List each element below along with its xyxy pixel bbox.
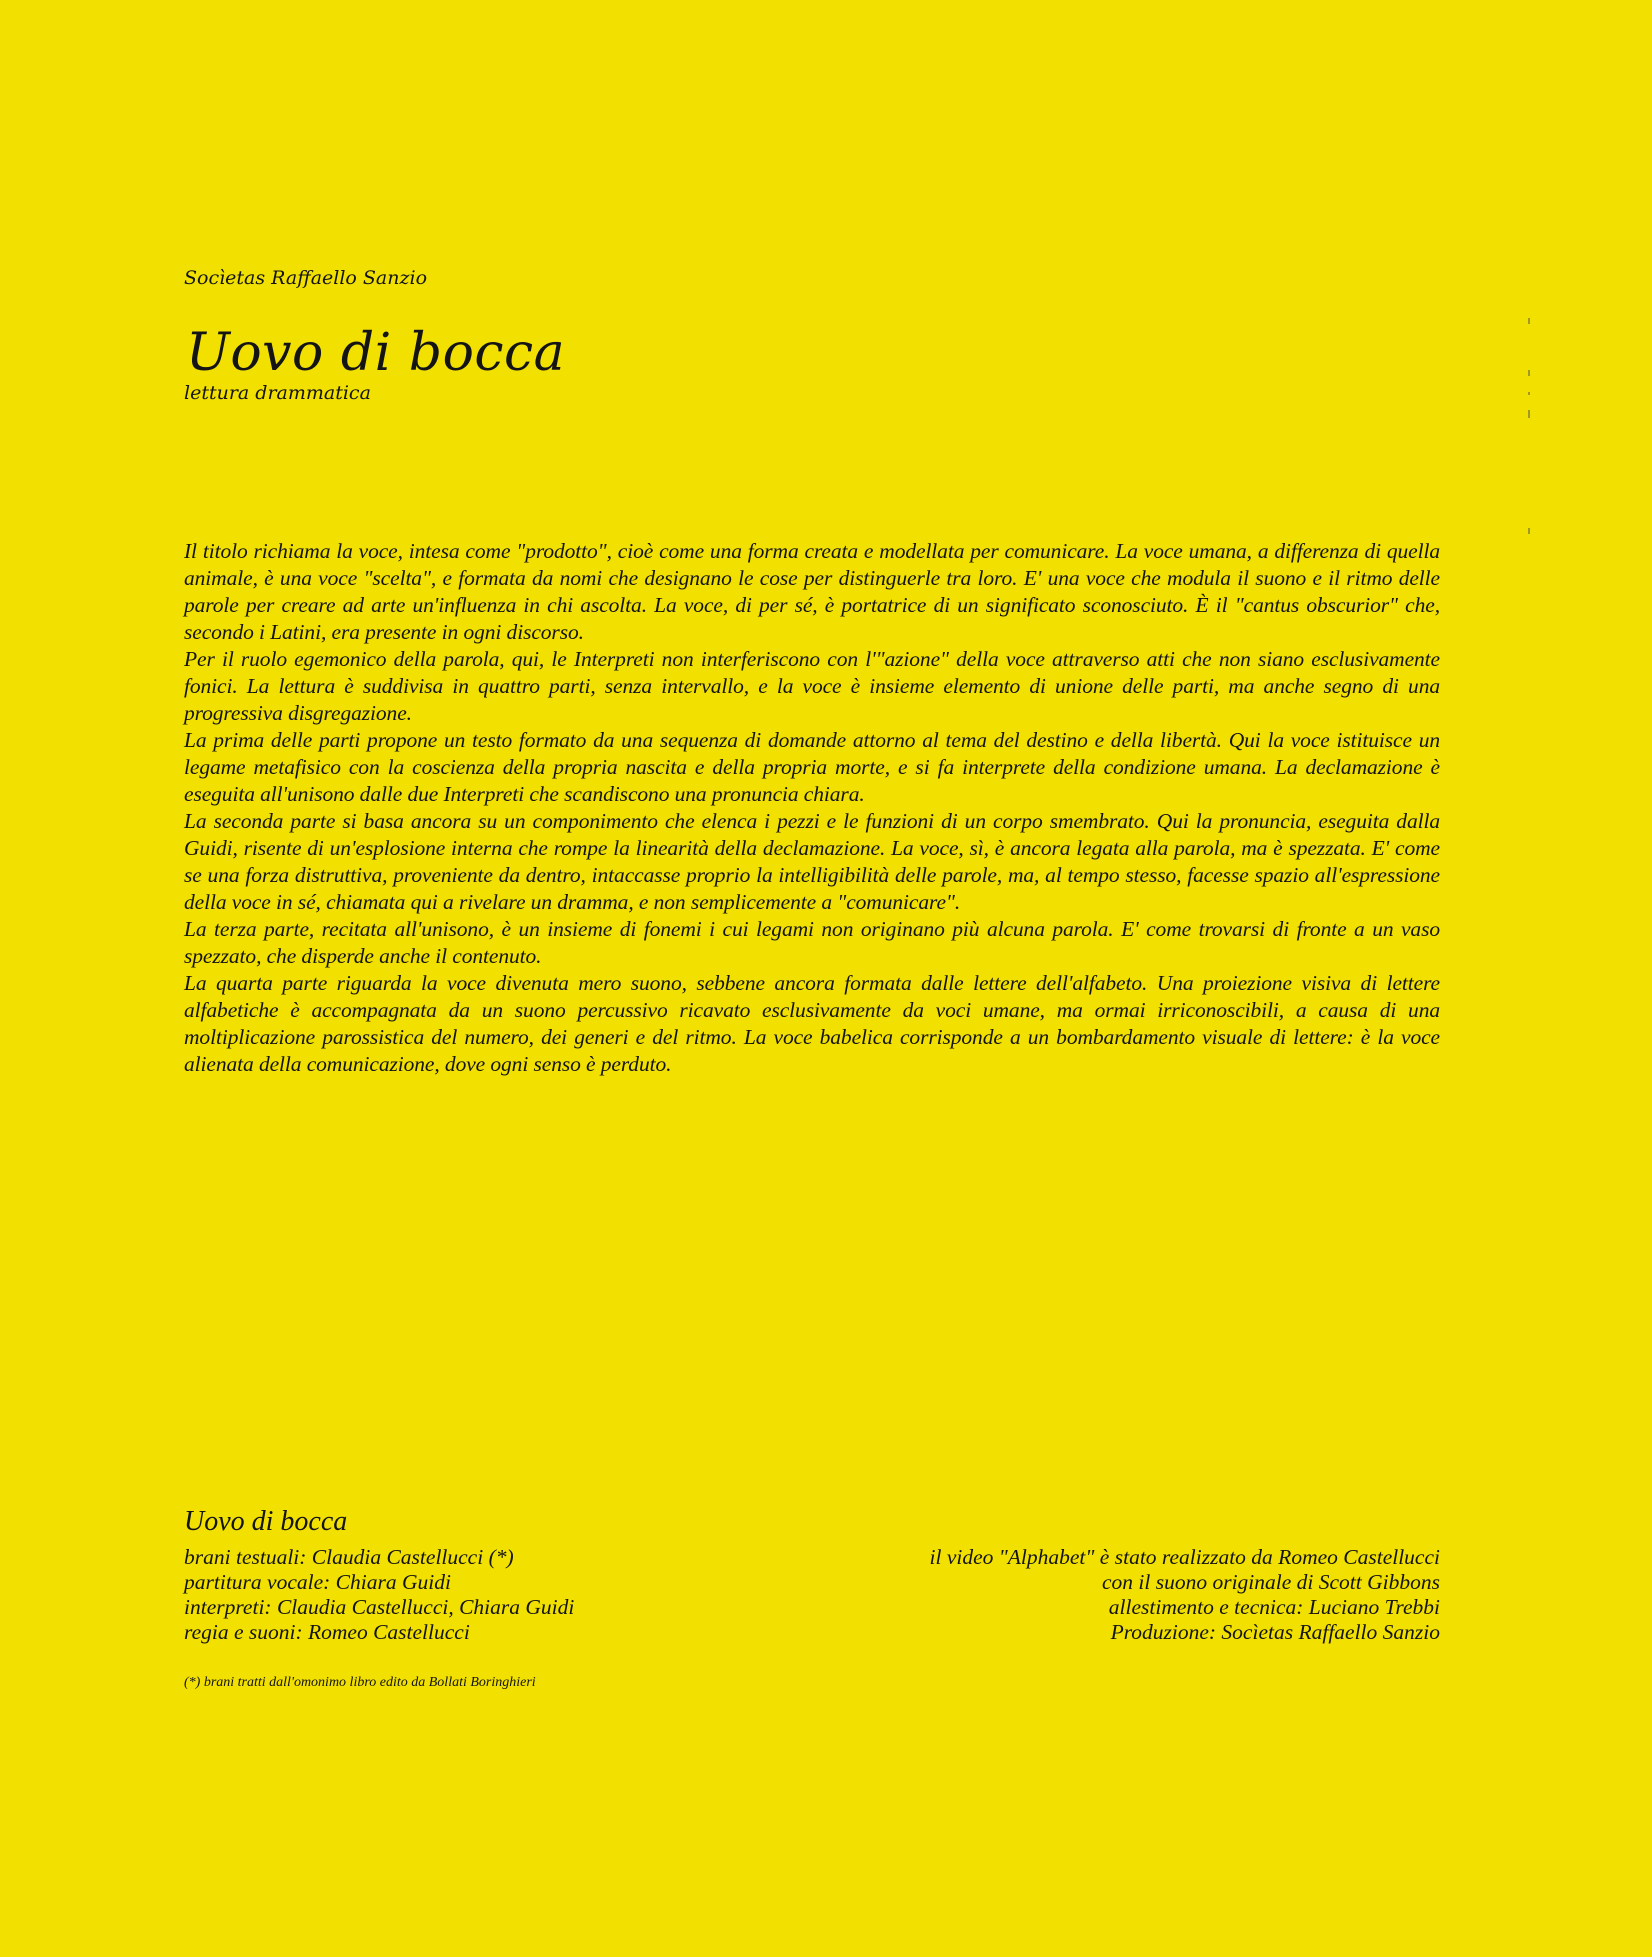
paragraph-3: La prima delle parti propone un testo formato da una sequenza di domande attorno al tema del destino e della libertà. Qui la voce istituisce un legame metafisico con la coscienza della propria nascita e della propria morte, e si fa interprete della condizione umana. La declamazione è eseguita all'unisono dalle due Interpreti che scandiscono una pronuncia chiara. <box>184 728 1440 806</box>
paragraph-4: La seconda parte si basa ancora su un componimento che elenca i pezzi e le funzioni di un corpo smembrato. Qui la pronuncia, eseguita dalla Guidi, risente di un'esplosione interna che rompe la linearità della declamazione. La voce, sì, è ancora legata alla parola, ma è spezzata. E' come se una forza distruttiva, proveniente da dentro, intaccasse proprio la intelligibilità delle parole, ma, al tempo stesso, facesse spazio all'espressione della voce in sé, chiamata qui a rivelare un dramma, e non semplicemente a "comunicare". <box>184 809 1440 914</box>
credit-line: con il suono originale di Scott Gibbons <box>1101 1570 1440 1594</box>
credits-title: Uovo di bocca <box>184 1506 348 1537</box>
page-title: Uovo di bocca <box>186 323 566 383</box>
page-subtitle: lettura drammatica <box>184 382 371 404</box>
credit-line: brani testuali: Claudia Castellucci (*) <box>184 1545 514 1569</box>
paragraph-2: Per il ruolo egemonico della parola, qui, le Interpreti non interferiscono con l'"azione" della voce attraverso atti che non siano esclusivamente fonici. La lettura è suddivisa in quattro parti, senza intervallo, e la voce è insieme elemento di unione delle parti, ma anche segno di una progressiva disgregazione. <box>184 647 1440 725</box>
edge-mark <box>1528 370 1530 376</box>
edge-mark <box>1528 410 1530 418</box>
credit-line: Produzione: Socìetas Raffaello Sanzio <box>1110 1620 1440 1644</box>
paragraph-6: La quarta parte riguarda la voce divenuta mero suono, sebbene ancora formata dalle lettere dell'alfabeto. Una proiezione visiva di lettere alfabetiche è accompagnata da un suono percussivo ricavato esclusivamente da voci umane, ma ormai irriconoscibili, a causa di una moltiplicazione parossistica del numero, dei generi e del ritmo. La voce babelica corrisponde a un bombardamento visuale di lettere: è la voce alienata della comunicazione, dove ogni senso è perduto. <box>184 971 1440 1076</box>
footnote: (*) brani tratti dall'omonimo libro edito da Bollati Boringhieri <box>184 1675 536 1690</box>
credit-line: interpreti: Claudia Castellucci, Chiara Guidi <box>184 1595 575 1619</box>
credits-right <box>930 1545 1441 1645</box>
edge-mark <box>1528 392 1530 395</box>
company-name: Socìetas Raffaello Sanzio <box>184 267 428 289</box>
credit-line: il video "Alphabet" è stato realizzato da Romeo Castellucci <box>929 1545 1440 1569</box>
edge-mark <box>1528 318 1530 324</box>
paragraph-1: Il titolo richiama la voce, intesa come "prodotto", cioè come una forma creata e modellata per comunicare. La voce umana, a differenza di quella animale, è una voce "scelta", e formata da nomi che designano le cose per distinguerle tra loro. E' una voce che modula il suono e il ritmo delle parole per creare ad arte un'influenza in chi ascolta. La voce, di per sé, è portatrice di un significato sconosciuto. È il "cantus obscurior" che, secondo i Latini, era presente in ogni discorso. <box>184 539 1440 644</box>
credits-left <box>184 1505 574 1645</box>
body-text <box>184 538 1440 1078</box>
credit-line: regia e suoni: Romeo Castellucci <box>184 1620 470 1644</box>
edge-mark <box>1528 528 1530 534</box>
credit-line: allestimento e tecnica: Luciano Trebbi <box>1108 1595 1440 1619</box>
paragraph-5: La terza parte, recitata all'unisono, è un insieme di fonemi i cui legami non originano più alcuna parola. E' come trovarsi di fronte a un vaso spezzato, che disperde anche il contenuto. <box>184 917 1440 968</box>
edge-marks <box>1528 318 1538 548</box>
credit-line: partitura vocale: Chiara Guidi <box>184 1570 451 1594</box>
